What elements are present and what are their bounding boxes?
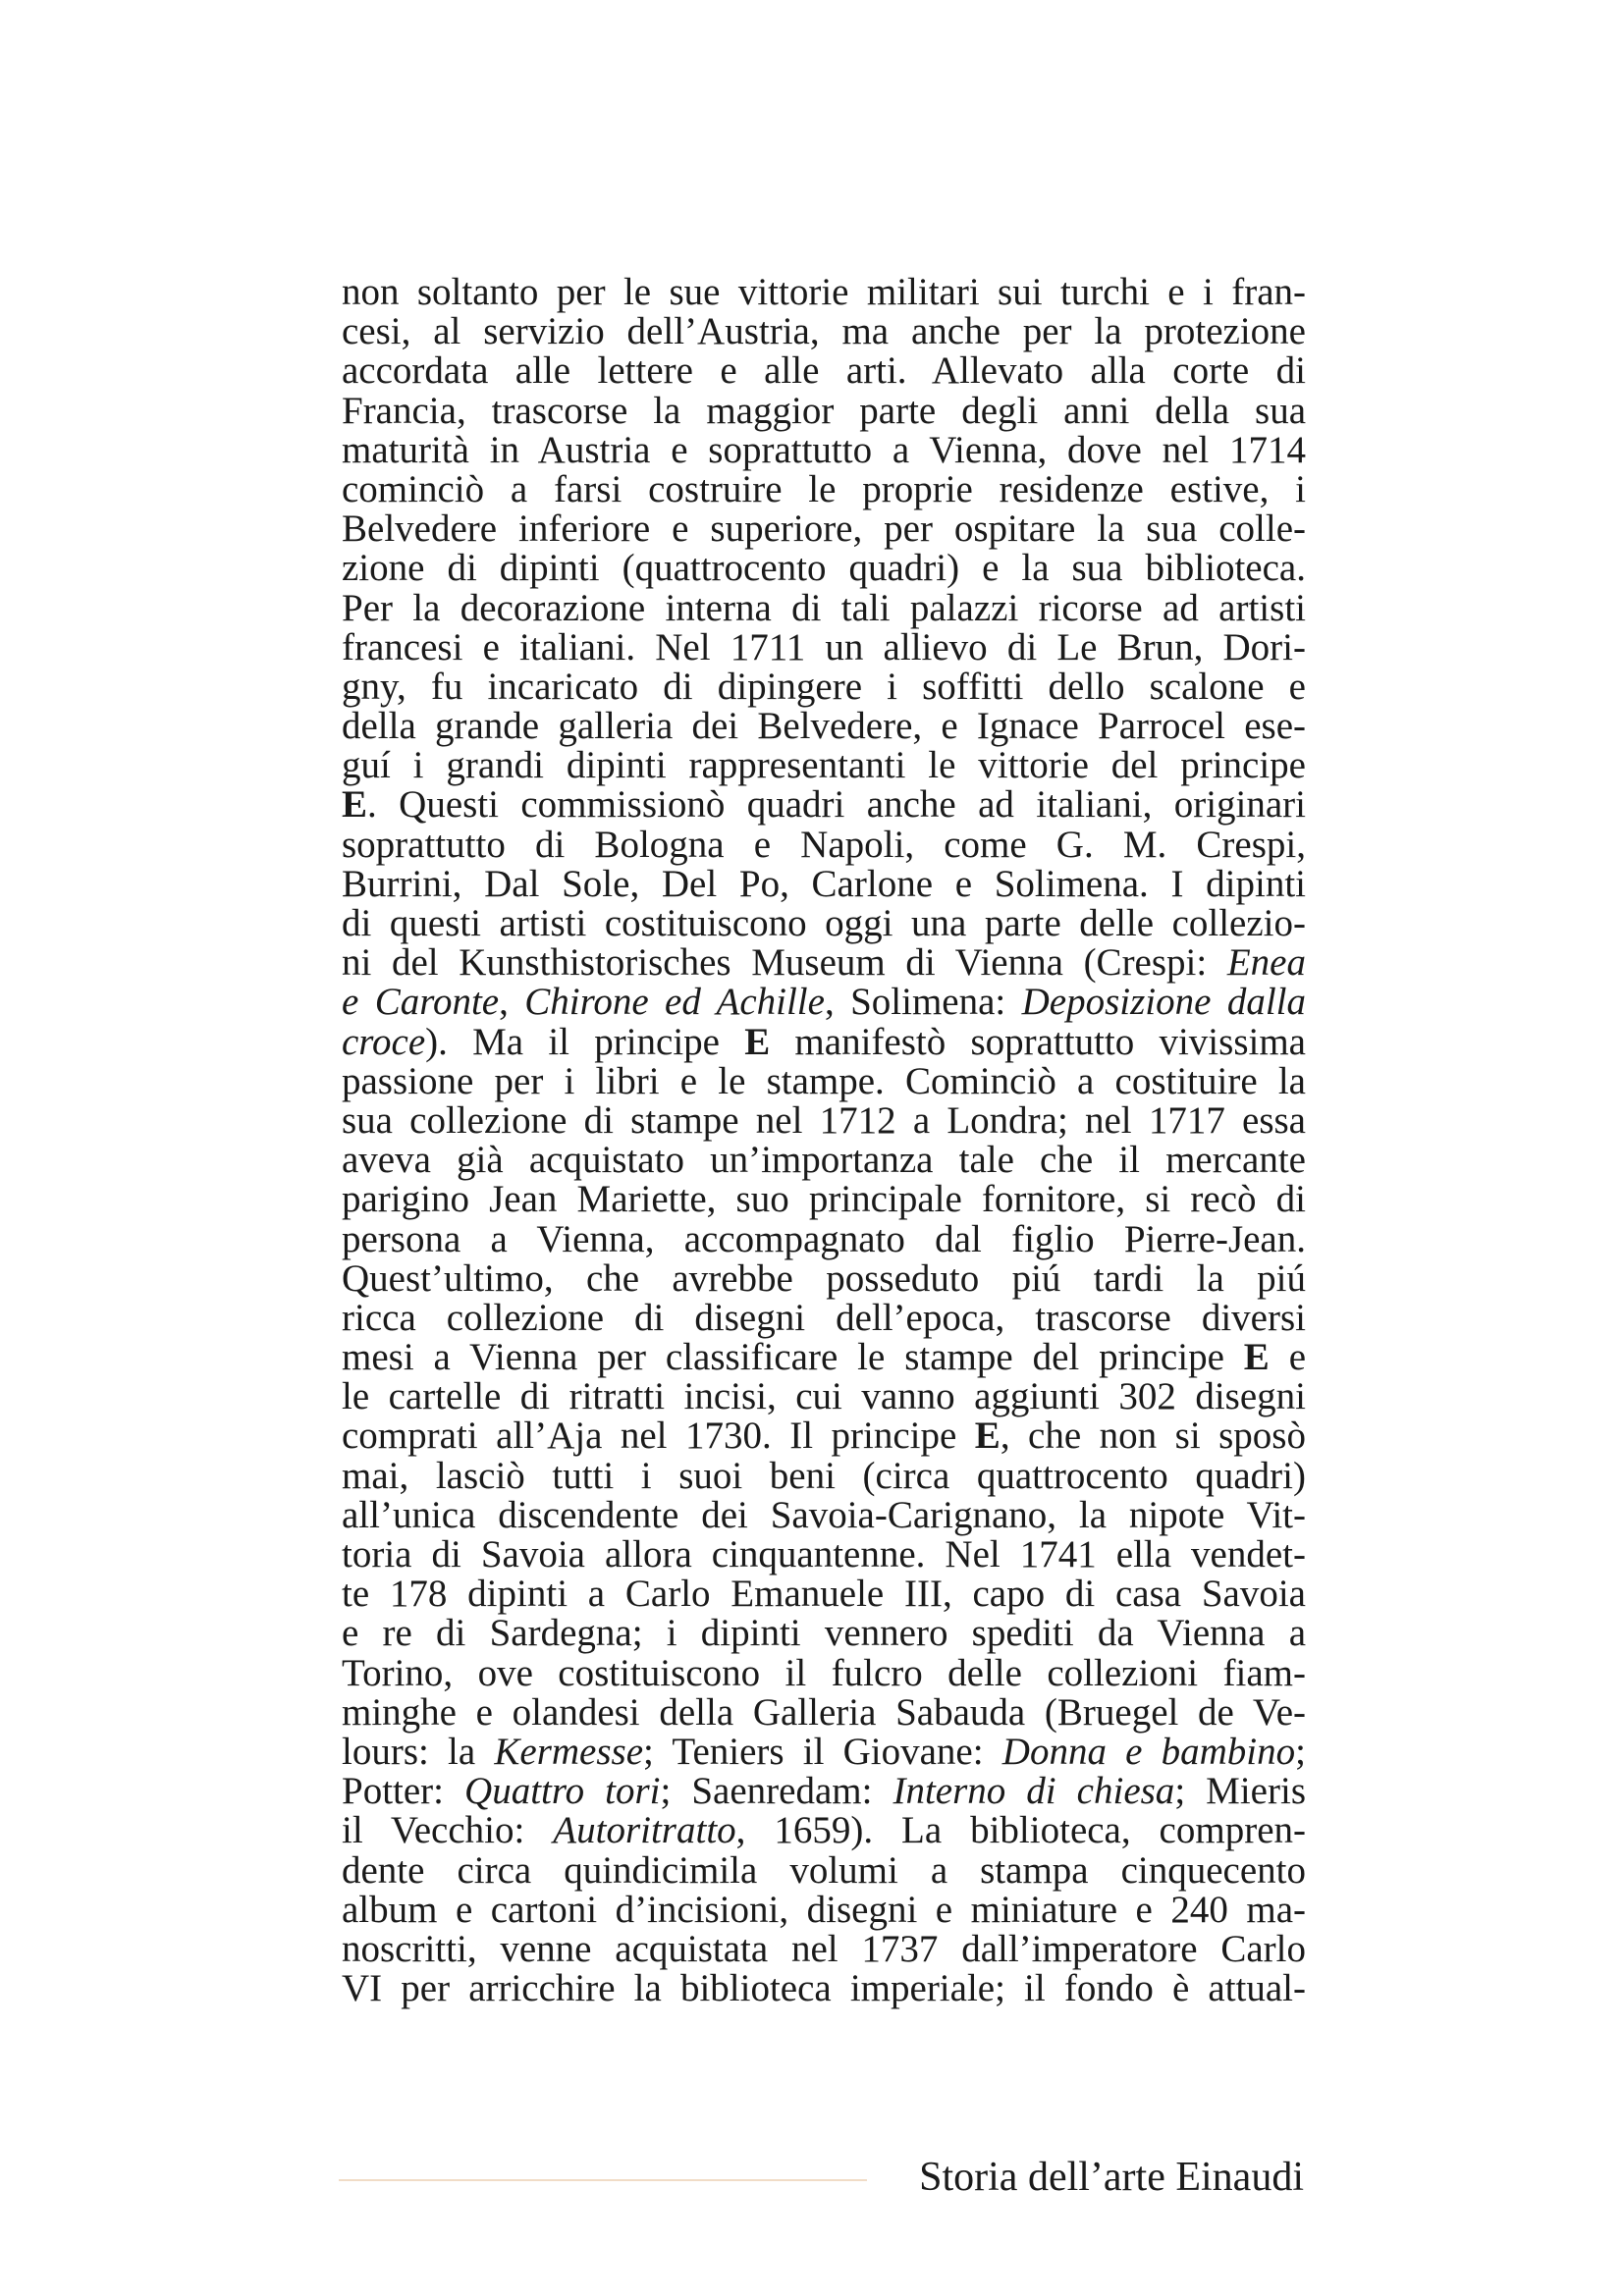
text-run: ; Teniers il Giovane: — [643, 1730, 1002, 1773]
text-run: e re di Sardegna; i dipinti vennero spediti da Vienna a — [342, 1612, 1306, 1655]
text-run: dente circa quindicimila volumi a stampa cinquecento — [342, 1848, 1306, 1892]
text-line — [342, 389, 1306, 432]
text-line — [342, 1535, 1306, 1575]
text-line — [342, 1180, 1306, 1219]
text-line — [342, 509, 1306, 549]
text-run: Belvedere inferiore e superiore, per ospitare la sua colle- — [342, 507, 1306, 551]
italic-title: Donna e bambino — [1001, 1730, 1296, 1773]
text-line — [342, 1848, 1306, 1892]
text-line — [342, 1059, 1306, 1102]
text-run: non soltanto per le sue vittorie militari sui turchi e i fran- — [342, 271, 1306, 313]
text-run: minghe e olandesi della Galleria Sabauda (Bruegel de Ve- — [342, 1690, 1306, 1734]
text-run: lours: la — [342, 1730, 495, 1773]
text-line — [342, 1690, 1306, 1734]
text-run: aveva già acquistato un’importanza tale che il mercante — [342, 1139, 1306, 1182]
text-run: ; Saenredam: — [660, 1770, 893, 1813]
text-run: francesi e italiani. Nel 1711 un allievo di Le Brun, Dori- — [342, 625, 1306, 668]
text-run: di questi artisti costituiscono oggi una parte delle collezio- — [342, 902, 1306, 944]
text-run: ricca collezione di disegni dell’epoca, trascorse diversi — [342, 1296, 1306, 1339]
text-line — [342, 1020, 1306, 1063]
text-run: te 178 dipinti a Carlo Emanuele III, capo di casa Savoia — [342, 1573, 1306, 1616]
italic-title: Chirone ed Achille — [524, 981, 825, 1024]
text-run: della grande galleria dei Belvedere, e Ignace Parrocel ese- — [342, 705, 1306, 748]
italic-title: Enea — [1226, 941, 1306, 985]
text-line — [342, 1377, 1306, 1416]
italic-title: Quattro tori — [464, 1770, 661, 1813]
text-run: manifestò soprattutto vivissima — [770, 1020, 1306, 1063]
text-line — [342, 1772, 1306, 1811]
text-line — [342, 785, 1306, 825]
text-line — [342, 1141, 1306, 1180]
text-line — [342, 1256, 1306, 1300]
text-line — [342, 1338, 1306, 1377]
text-run: all’unica discendente dei Savoia-Carignano, la nipote Vit- — [342, 1493, 1306, 1536]
text-run: persona a Vienna, accompagnato dal figlio Pierre-Jean. — [342, 1217, 1306, 1260]
text-run: comprati all’Aja nel 1730. Il principe — [342, 1415, 975, 1458]
text-line — [342, 549, 1306, 588]
italic-title: e Caronte — [342, 981, 500, 1024]
italic-title: Kermesse — [494, 1730, 644, 1773]
bold-initial: E — [744, 1020, 771, 1063]
text-line — [342, 428, 1306, 471]
text-line — [342, 707, 1306, 746]
text-run: guí i grandi dipinti rappresentanti le vittorie del principe — [342, 744, 1306, 787]
text-line — [342, 351, 1306, 391]
text-line — [342, 1296, 1306, 1339]
text-run: ; — [1295, 1730, 1306, 1773]
text-line — [342, 904, 1306, 943]
text-line — [342, 746, 1306, 785]
text-run: , 1659). La biblioteca, compren- — [735, 1809, 1306, 1852]
italic-title: croce — [342, 1020, 426, 1063]
text-run: , Solimena: — [824, 981, 1022, 1024]
text-run: ). Ma il principe — [425, 1020, 745, 1063]
text-run: cesi, al servizio dell’Austria, ma anche per la protezione — [342, 310, 1306, 353]
text-line — [342, 312, 1306, 351]
text-run: gny, fu incaricato di dipingere i soffitti dello scalone e — [342, 665, 1306, 708]
text-line — [342, 1651, 1306, 1694]
text-line — [342, 625, 1306, 668]
text-line — [342, 1888, 1306, 1931]
bold-initial: E — [1243, 1336, 1270, 1379]
text-run: Potter: — [342, 1770, 465, 1813]
text-run: cominciò a farsi costruire le proprie residenze estive, i — [342, 467, 1306, 510]
text-run: . Questi commissionò quadri anche ad italiani, originari — [367, 783, 1306, 827]
text-run: ni del Kunsthistorisches Museum di Vienna (Crespi: — [342, 941, 1227, 985]
text-run: Torino, ove costituiscono il fulcro delle collezioni fiam- — [342, 1651, 1306, 1694]
text-line — [342, 467, 1306, 510]
text-run: , che non si sposò — [1000, 1415, 1306, 1458]
text-line — [342, 1927, 1306, 1970]
text-run: parigino Jean Mariette, suo principale fornitore, si recò di — [342, 1178, 1306, 1221]
text-run: le cartelle di ritratti incisi, cui vanno aggiunti 302 disegni — [342, 1375, 1306, 1418]
text-run: Burrini, Dal Sole, Del Po, Carlone e Solimena. I dipinti — [342, 862, 1306, 905]
text-line — [342, 667, 1306, 707]
text-line — [342, 943, 1306, 983]
text-run: maturità in Austria e soprattutto a Vienna, dove nel 1714 — [342, 428, 1306, 471]
italic-title: Interno di chiesa — [893, 1770, 1175, 1813]
text-line — [342, 862, 1306, 905]
bold-initial: E — [974, 1415, 1001, 1458]
text-line — [342, 1217, 1306, 1260]
text-run: mai, lasciò tutti i suoi beni (circa quattrocento quadri) — [342, 1454, 1306, 1497]
text-line — [342, 1493, 1306, 1536]
text-run: , — [499, 981, 525, 1024]
text-line — [342, 1730, 1306, 1773]
text-line — [342, 1575, 1306, 1614]
text-run: mesi a Vienna per classificare le stampe del principe — [342, 1336, 1244, 1379]
text-run: toria di Savoia allora cinquantenne. Nel 1741 ella vendet- — [342, 1533, 1306, 1575]
footer-title: Storia dell’arte Einaudi — [919, 2155, 1304, 2200]
text-line — [342, 1454, 1306, 1497]
body-text — [342, 273, 1306, 2008]
text-line — [342, 273, 1306, 312]
text-line — [342, 983, 1306, 1022]
italic-title: Autoritratto — [553, 1809, 736, 1852]
text-line — [342, 1098, 1306, 1142]
text-line — [342, 1811, 1306, 1850]
bold-initial: E — [342, 783, 368, 827]
text-run: accordata alle lettere e alle arti. Allevato alla corte di — [342, 349, 1306, 393]
text-line — [342, 823, 1306, 866]
text-run: passione per i libri e le stampe. Cominciò a costituire la — [342, 1059, 1306, 1102]
text-run: Quest’ultimo, che avrebbe posseduto piú tardi la piú — [342, 1256, 1306, 1300]
text-run: Per la decorazione interna di tali palazzi ricorse ad artisti — [342, 586, 1306, 629]
text-line — [342, 1969, 1306, 2008]
text-line — [342, 1416, 1306, 1456]
text-run: Francia, trascorse la maggior parte degli anni della sua — [342, 389, 1306, 432]
text-run: ; Mieris — [1174, 1770, 1306, 1813]
text-run: VI per arricchire la biblioteca imperiale; il fondo è attual- — [342, 1967, 1306, 2010]
footer-rule — [339, 2179, 867, 2181]
text-run: il Vecchio: — [342, 1809, 554, 1852]
text-run: album e cartoni d’incisioni, disegni e miniature e 240 ma- — [342, 1888, 1306, 1931]
text-line — [342, 1614, 1306, 1653]
italic-title: Deposizione dalla — [1021, 981, 1307, 1024]
text-run: sua collezione di stampe nel 1712 a Londra; nel 1717 essa — [342, 1098, 1306, 1142]
text-run: noscritti, venne acquistata nel 1737 dall’imperatore Carlo — [342, 1927, 1306, 1970]
text-run: zione di dipinti (quattrocento quadri) e la sua biblioteca. — [342, 547, 1306, 590]
text-line — [342, 586, 1306, 629]
text-run: e — [1269, 1336, 1306, 1379]
text-run: soprattutto di Bologna e Napoli, come G. M. Crespi, — [342, 823, 1306, 866]
